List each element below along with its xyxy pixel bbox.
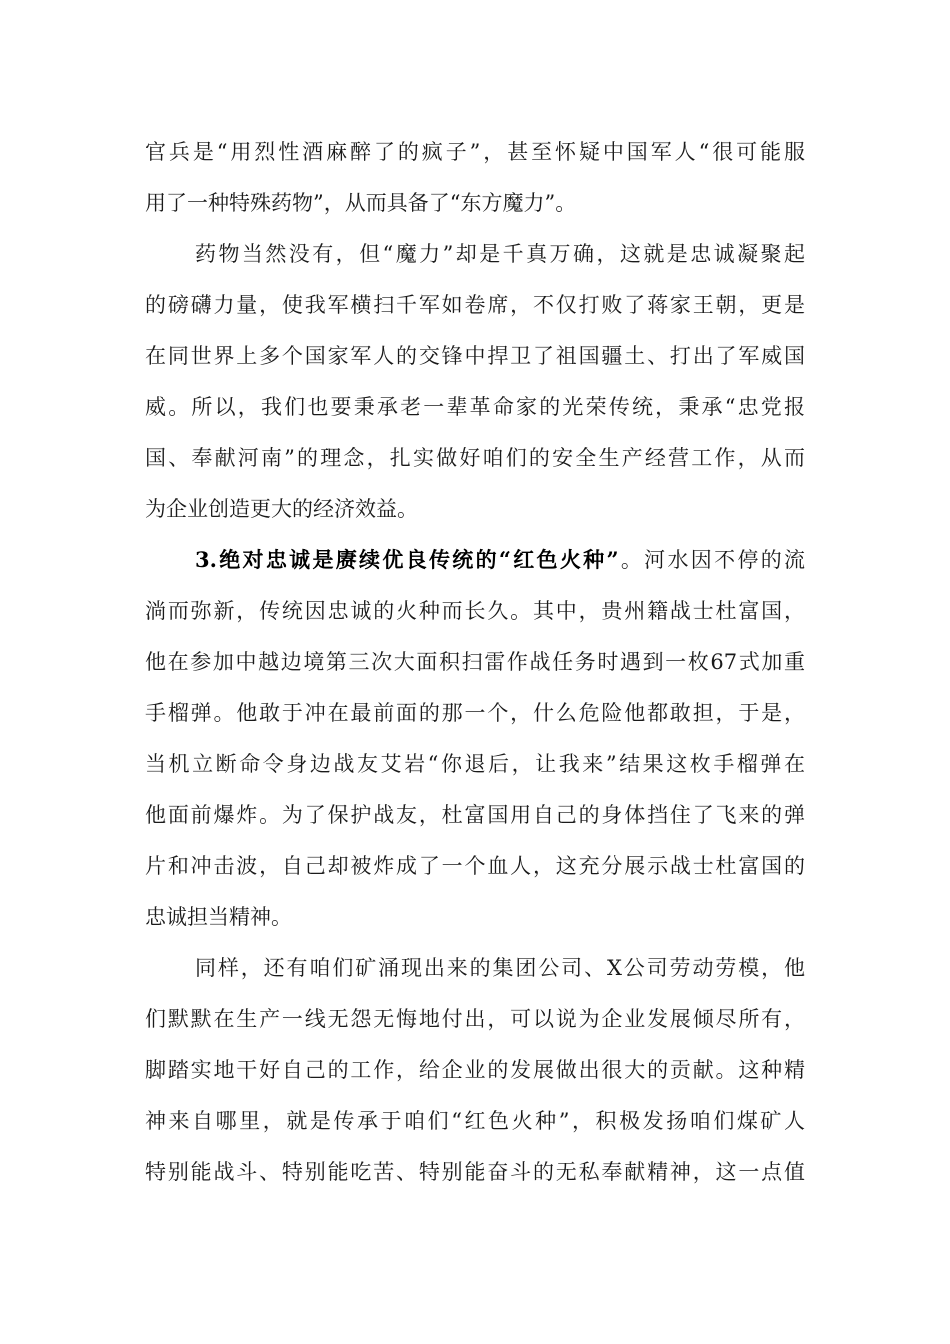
paragraph-2-line-5: 国、奉献河南”的理念，扎实做好咱们的安全生产经营工作，从而	[145, 446, 805, 470]
paragraph-2-line-3: 在同世界上多个国家军人的交锋中捍卫了祖国疆土、打出了军威国	[145, 344, 805, 368]
paragraph-4-line-2: 们默默在生产一线无怨无悔地付出，可以说为企业发展倾尽所有，	[145, 1007, 805, 1031]
paragraph-4-line-5: 特别能战斗、特别能吃苦、特别能奋斗的无私奉献精神，这一点值	[145, 1160, 805, 1184]
section-heading: 3.绝对忠诚是赓续优良传统的“红色火种”	[195, 547, 619, 572]
paragraph-3-line-1	[195, 540, 805, 580]
paragraph-2-line-2: 的磅礴力量，使我军横扫千军如卷席，不仅打败了蒋家王朝，更是	[145, 293, 805, 317]
paragraph-3-line-5: 当机立断命令身边战友艾岩“你退后，让我来”结果这枚手榴弹在	[145, 752, 805, 776]
section-heading-continuation: 。河水因不停的流	[618, 548, 805, 572]
paragraph-4-line-1: 同样，还有咱们矿涌现出来的集团公司、X公司劳动劳模，他	[195, 956, 805, 980]
paragraph-4-line-3: 脚踏实地干好自己的工作，给企业的发展做出很大的贡献。这种精	[145, 1058, 805, 1082]
paragraph-1-line-2: 用了一种特殊药物”，从而具备了“东方魔力”。	[145, 191, 577, 215]
paragraph-3-line-6: 他面前爆炸。为了保护战友，杜富国用自己的身体挡住了飞来的弹	[145, 803, 805, 827]
paragraph-3-line-2: 淌而弥新，传统因忠诚的火种而长久。其中，贵州籍战士杜富国，	[145, 599, 805, 623]
paragraph-2-line-1: 药物当然没有，但“魔力”却是千真万确，这就是忠诚凝聚起	[195, 242, 805, 266]
paragraph-3-line-3: 他在参加中越边境第三次大面积扫雷作战任务时遇到一枚67式加重	[145, 650, 805, 674]
paragraph-2-line-4: 威。所以，我们也要秉承老一辈革命家的光荣传统，秉承“忠党报	[145, 395, 805, 419]
paragraph-4-line-4: 神来自哪里，就是传承于咱们“红色火种”，积极发扬咱们煤矿人	[145, 1109, 805, 1133]
paragraph-2-line-6: 为企业创造更大的经济效益。	[145, 497, 418, 521]
paragraph-3-line-7: 片和冲击波，自己却被炸成了一个血人，这充分展示战士杜富国的	[145, 854, 805, 878]
paragraph-3-line-4: 手榴弹。他敢于冲在最前面的那一个，什么危险他都敢担，于是，	[145, 701, 805, 725]
paragraph-1-line-1: 官兵是“用烈性酒麻醉了的疯子”，甚至怀疑中国军人“很可能服	[145, 140, 805, 164]
paragraph-3-line-8: 忠诚担当精神。	[145, 905, 292, 929]
